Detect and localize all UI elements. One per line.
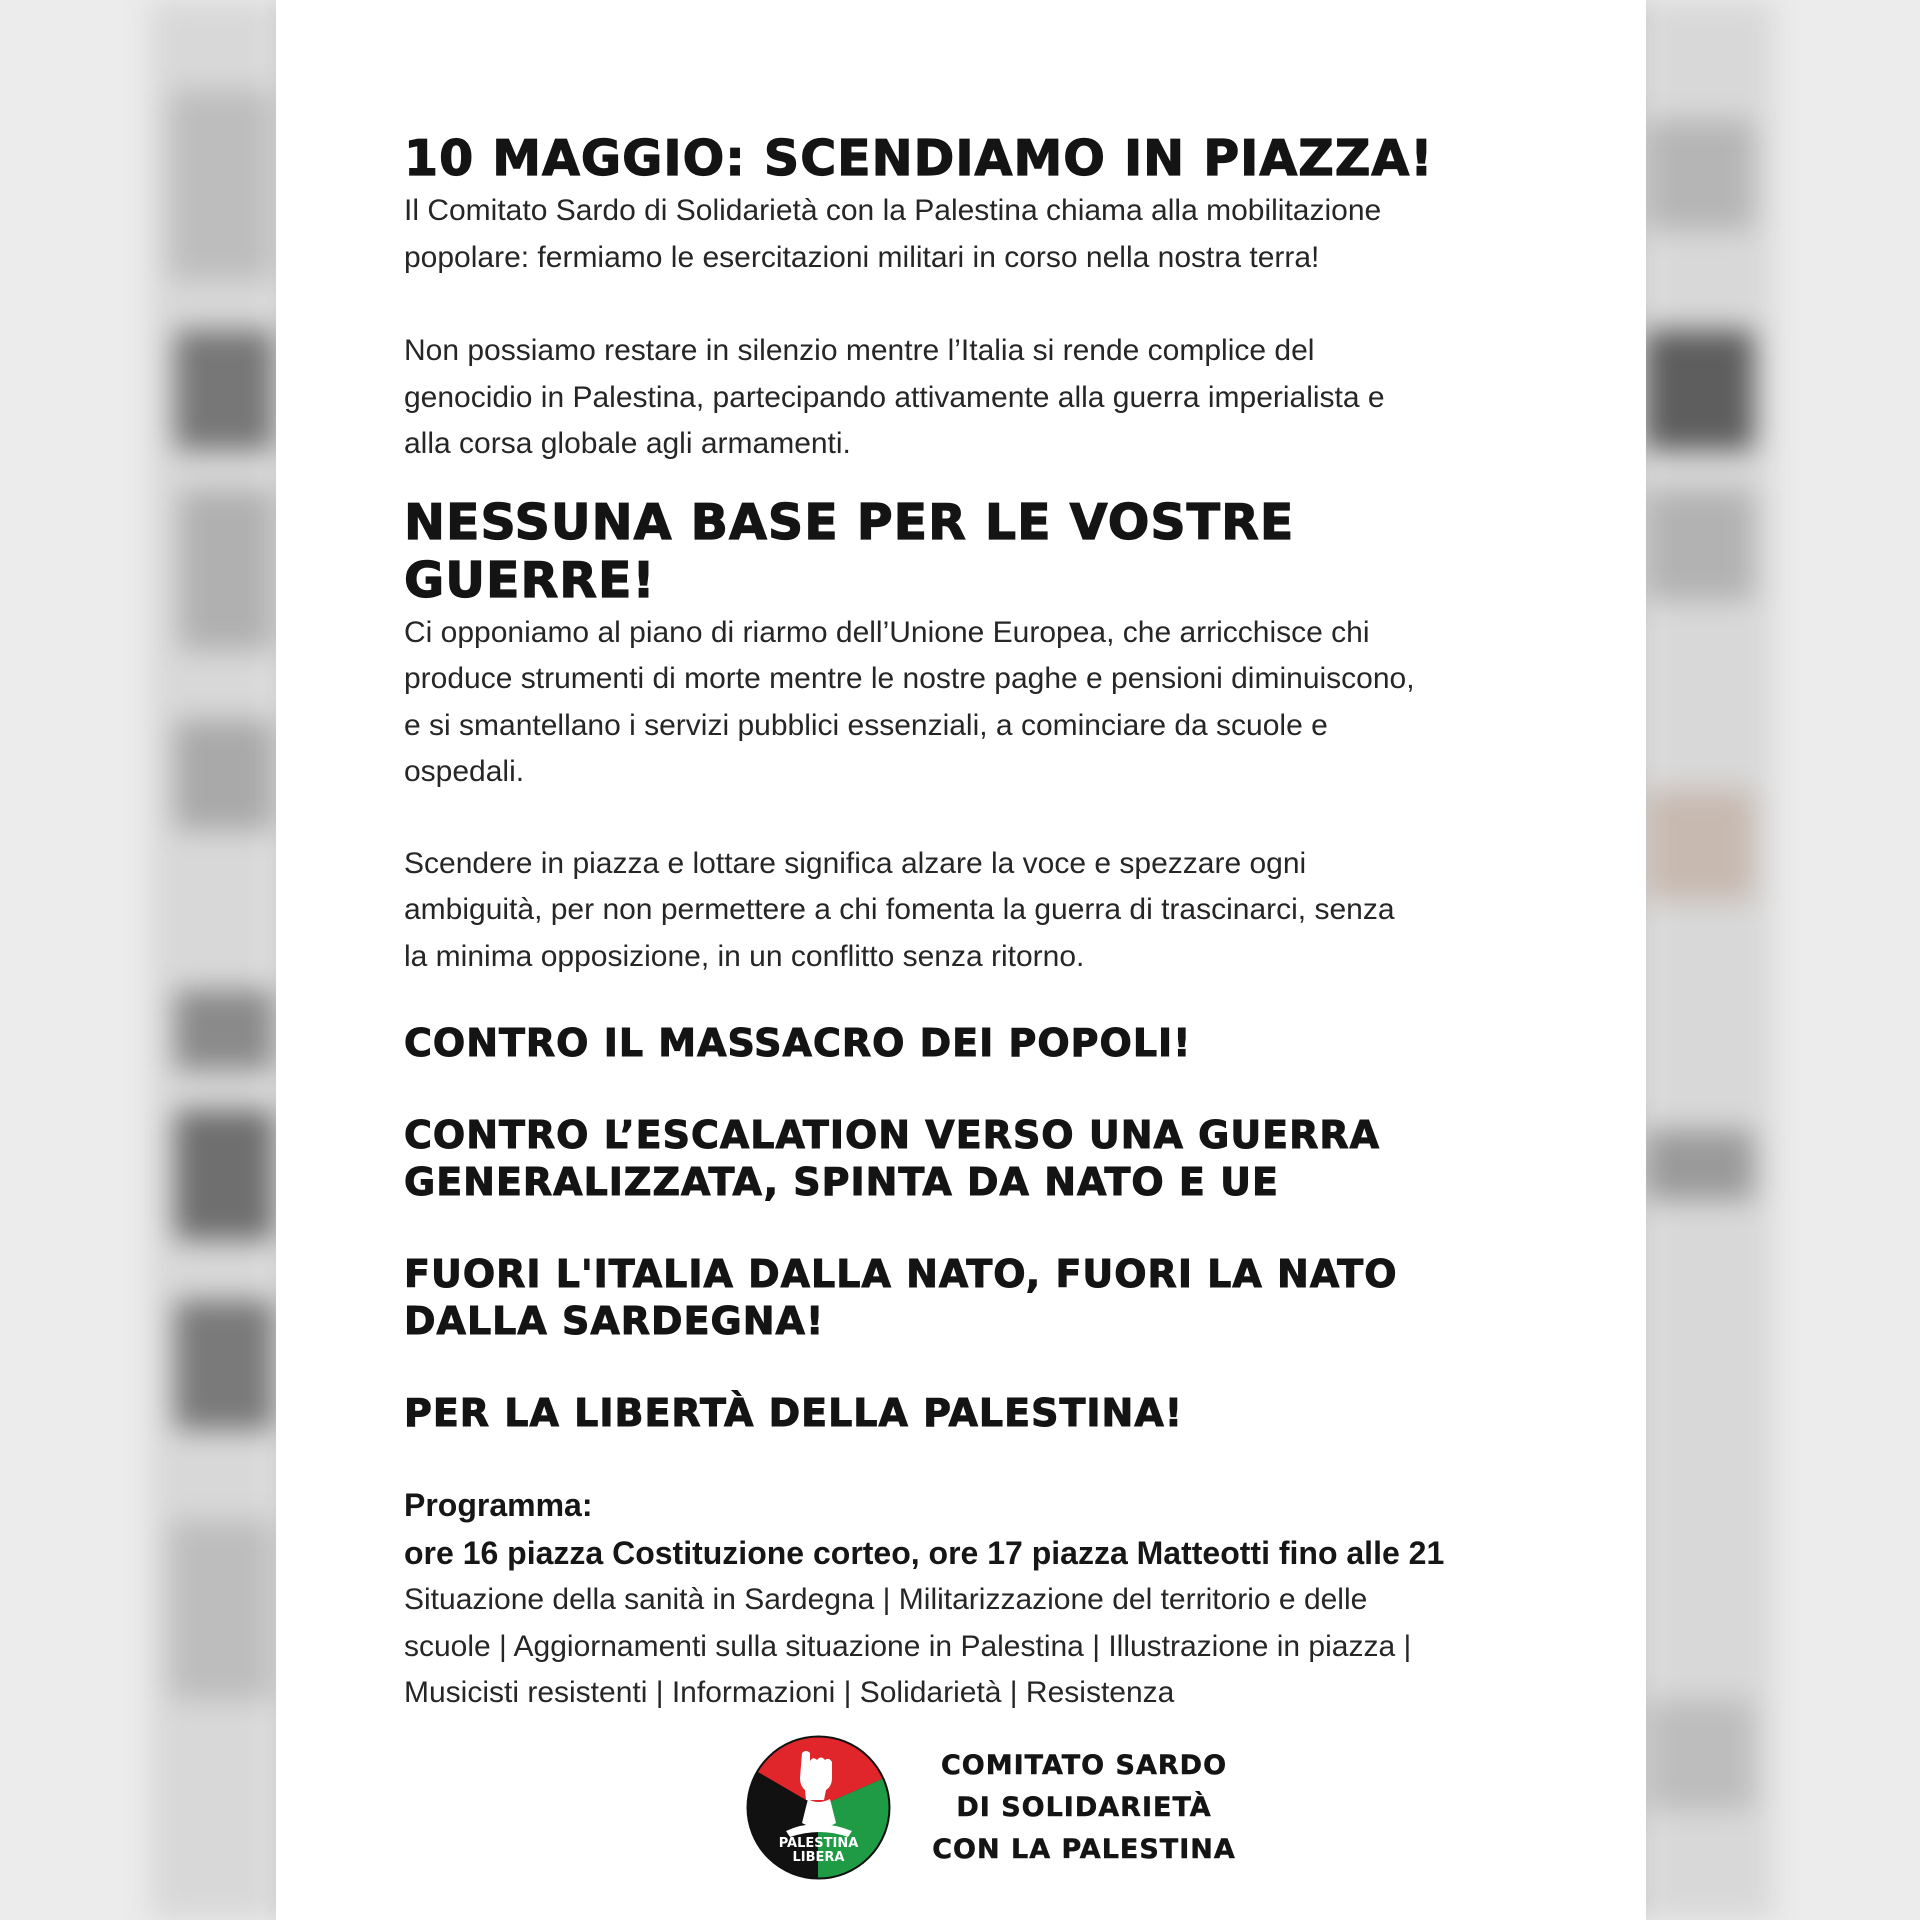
blurred-background-left: [0, 0, 276, 1920]
slogan-line: GENERALIZZATA, SPINTA DA NATO E UE: [404, 1160, 1279, 1204]
organization-logo: [746, 1735, 1566, 1885]
text-line: Scendere in piazza e lottare significa alzare la voce e spezzare ogni: [404, 846, 1307, 880]
programma-section: [404, 1481, 1554, 1717]
text-line: Musicisti resistenti | Informazioni | Solidarietà | Resistenza: [404, 1676, 1175, 1709]
slogan: [404, 1112, 1554, 1206]
paragraph-complicity: [404, 328, 1554, 468]
slogan-line: CONTRO IL MASSACRO DEI POPOLI!: [404, 1021, 1192, 1065]
text-line: popolare: fermiamo le esercitazioni militari in corso nella nostra terra!: [404, 240, 1320, 274]
text-line: la minima opposizione, in un conflitto senza ritorno.: [404, 939, 1085, 973]
text-line: produce strumenti di morte mentre le nostre paghe e pensioni diminuiscono,: [404, 662, 1415, 695]
text-line: Non possiamo restare in silenzio mentre l’Italia si rende complice del: [404, 334, 1315, 367]
slogan-line: PER LA LIBERTÀ DELLA PALESTINA!: [404, 1391, 1184, 1435]
text-line: e si smantellano i servizi pubblici essenziali, a cominciare da scuole e: [404, 708, 1328, 742]
slogan: [404, 1251, 1554, 1345]
slogan-line: CONTRO L’ESCALATION VERSO UNA GUERRA: [404, 1113, 1381, 1157]
palestina-libera-fist-icon: [746, 1735, 891, 1880]
slogan-line: FUORI L'ITALIA DALLA NATO, FUORI LA NATO: [404, 1252, 1398, 1296]
programma-schedule: ore 16 piazza Costituzione corteo, ore 17 piazza Matteotti fino alle 21: [404, 1535, 1445, 1571]
org-name-line: CON LA PALESTINA: [932, 1834, 1236, 1865]
slogan-line: DALLA SARDEGNA!: [404, 1299, 825, 1343]
programma-label: Programma:: [404, 1487, 593, 1523]
text-line: Il Comitato Sardo di Solidarietà con la Palestina chiama alla mobilitazione: [404, 194, 1382, 227]
text-line: scuole | Aggiornamenti sulla situazione in Palestina | Illustrazione in piazza |: [404, 1629, 1412, 1663]
intro-paragraph: [404, 188, 1554, 281]
svg-text:LIBERA: LIBERA: [792, 1850, 845, 1865]
main-title: 10 MAGGIO: SCENDIAMO IN PIAZZA!: [404, 130, 1434, 187]
text-line: alla corsa globale agli armamenti.: [404, 427, 851, 460]
svg-text:PALESTINA: PALESTINA: [778, 1836, 859, 1851]
blurred-background-right: [1644, 0, 1920, 1920]
paragraph-protest: [404, 841, 1554, 981]
flyer-page: [276, 0, 1646, 1920]
slogan: [404, 1390, 1554, 1437]
text-line: ambiguità, per non permettere a chi fomenta la guerra di trascinarci, senza: [404, 893, 1395, 926]
paragraph-rearmament: [404, 610, 1554, 796]
organization-name: [914, 1745, 1254, 1871]
section-heading-no-bases: NESSUNA BASE PER LE VOSTRE GUERRE!: [404, 493, 1295, 609]
text-line: Ci opponiamo al piano di riarmo dell’Unione Europea, che arricchisce chi: [404, 615, 1370, 649]
text-line: genocidio in Palestina, partecipando attivamente alla guerra imperialista e: [404, 380, 1385, 414]
org-name-line: COMITATO SARDO: [940, 1750, 1228, 1781]
slogan: [404, 1020, 1554, 1067]
flyer-content: [404, 130, 1554, 1717]
org-name-line: DI SOLIDARIETÀ: [956, 1792, 1212, 1823]
text-line: Situazione della sanità in Sardegna | Militarizzazione del territorio e delle: [404, 1583, 1368, 1616]
text-line: ospedali.: [404, 755, 525, 788]
